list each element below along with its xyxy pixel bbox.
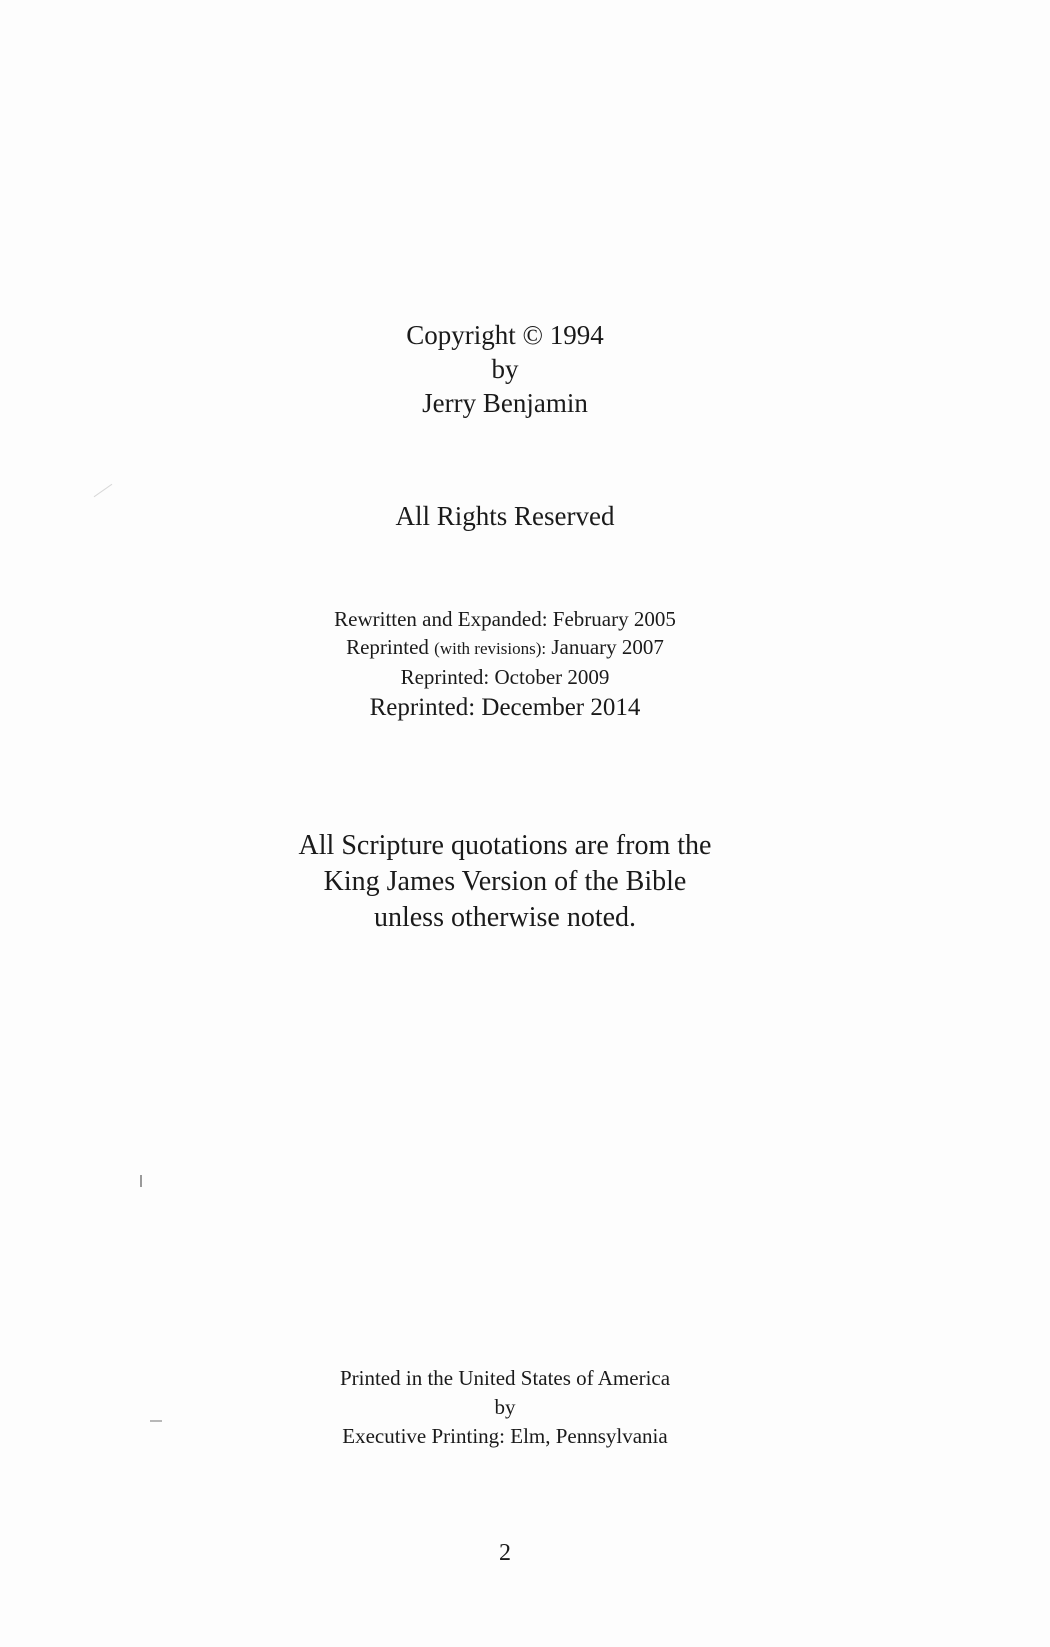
printing-history [0,605,1010,725]
scripture-line-2: King James Version of the Bible [323,866,687,897]
printer-info [0,1364,1010,1451]
reprinted-2007-date: January 2007 [551,635,664,659]
copyright-block [0,318,1010,420]
scan-mark [94,484,113,497]
rights-reserved: All Rights Reserved [395,501,615,531]
rewritten-line: Rewritten and Expanded: February 2005 [334,607,676,631]
printer-name-line: Executive Printing: Elm, Pennsylvania [342,1424,668,1448]
reprinted-2007-line [0,633,1010,663]
printed-by-line: by [494,1395,516,1419]
scripture-notice [0,828,1010,936]
reprinted-2009-line: Reprinted: October 2009 [400,665,610,689]
page-number: 2 [499,1540,511,1566]
reprinted-2007-note: (with revisions): [434,639,547,658]
printed-in-line: Printed in the United States of America [339,1366,671,1390]
copyright-line: Copyright © 1994 [406,320,604,350]
author-name: Jerry Benjamin [422,388,588,418]
scripture-line-1: All Scripture quotations are from the [298,830,712,861]
scan-mark [140,1175,142,1187]
scripture-line-3: unless otherwise noted. [373,902,637,933]
reprinted-2007-prefix: Reprinted [346,635,429,659]
reprinted-2014-line: Reprinted: December 2014 [369,694,641,721]
copyright-by: by [491,354,519,384]
